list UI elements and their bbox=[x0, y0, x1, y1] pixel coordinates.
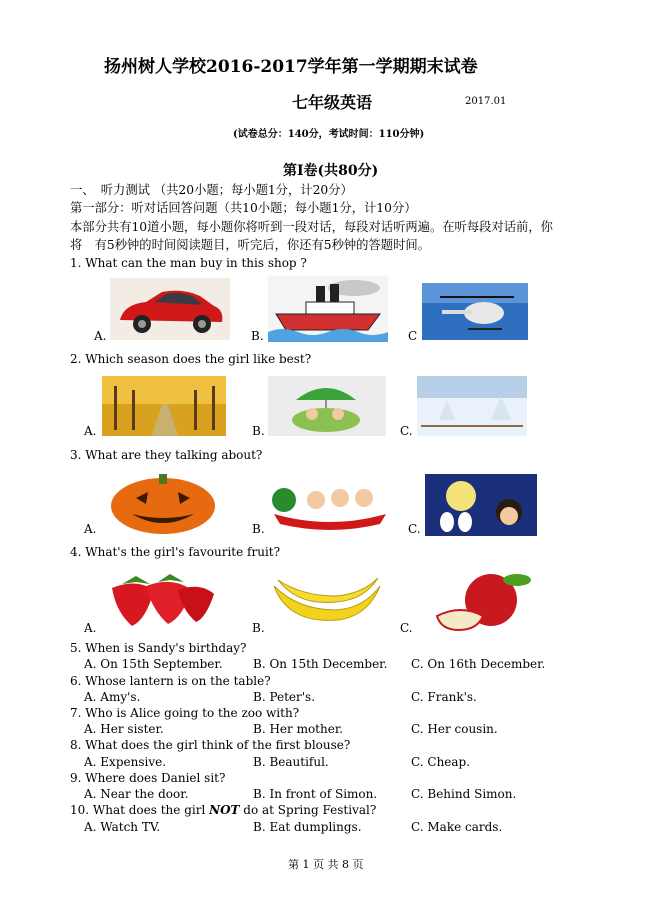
q7-option-a: A. Her sister. bbox=[84, 722, 164, 736]
autumn-trees-image bbox=[102, 376, 226, 436]
q4-label-c: C. bbox=[400, 621, 413, 635]
question-1: 1. What can the man buy in this shop ? bbox=[70, 256, 307, 270]
q1-label-b: B. bbox=[251, 329, 264, 343]
question-7: 7. Who is Alice going to the zoo with? bbox=[70, 706, 300, 720]
q7-option-c: C. Her cousin. bbox=[411, 722, 498, 736]
page-footer: 第 1 页 共 8 页 bbox=[288, 858, 364, 871]
instructions-line-2: 将 有5秒钟的时间阅读题目，听完后，你还有5秒钟的答题时间。 bbox=[70, 238, 430, 252]
instructions-line-1: 本部分共有10道小题，每小题你将听到一段对话，每段对话听两遍。在听每段对话前，你 bbox=[70, 220, 553, 234]
question-5: 5. When is Sandy's birthday? bbox=[70, 641, 247, 655]
ship-image bbox=[268, 276, 388, 342]
strawberries-image bbox=[102, 568, 220, 632]
q4-label-b: B. bbox=[252, 621, 265, 635]
exam-info: (试卷总分：140分，考试时间：110分钟) bbox=[233, 129, 425, 140]
question-10 bbox=[70, 803, 376, 817]
part-heading: 第Ⅰ卷(共80分) bbox=[283, 163, 379, 179]
section-heading: 一、 听力测试 （共20小题；每小题1分，计20分） bbox=[70, 183, 353, 197]
q6-option-a: A. Amy's. bbox=[84, 690, 141, 704]
q8-option-a: A. Expensive. bbox=[84, 755, 167, 769]
rain-umbrella-image bbox=[268, 376, 386, 436]
bananas-image bbox=[268, 572, 386, 630]
q10-option-a: A. Watch TV. bbox=[84, 820, 161, 834]
q8-option-b: B. Beautiful. bbox=[253, 755, 329, 769]
q3-label-c: C. bbox=[408, 522, 421, 536]
q9-option-a: A. Near the door. bbox=[84, 787, 189, 801]
q3-label-a: A. bbox=[84, 522, 97, 536]
q9-option-b: B. In front of Simon. bbox=[253, 787, 378, 801]
q1-label-a: A. bbox=[94, 329, 107, 343]
q7-option-b: B. Her mother. bbox=[253, 722, 344, 736]
question-8: 8. What does the girl think of the first blouse? bbox=[70, 738, 351, 752]
q10-option-c: C. Make cards. bbox=[411, 820, 503, 834]
q10-option-b: B. Eat dumplings. bbox=[253, 820, 362, 834]
question-4: 4. What's the girl's favourite fruit? bbox=[70, 545, 281, 559]
question-10-post: do at Spring Festival? bbox=[239, 803, 377, 817]
question-10-pre: 10. What does the girl bbox=[70, 803, 210, 817]
apples-image bbox=[417, 570, 541, 632]
q5-option-c: C. On 16th December. bbox=[411, 657, 546, 671]
q1-label-c: C bbox=[408, 329, 418, 343]
dragon-boat-image bbox=[268, 476, 392, 536]
q8-option-c: C. Cheap. bbox=[411, 755, 471, 769]
question-3: 3. What are they talking about? bbox=[70, 448, 263, 462]
exam-date: 2017.01 bbox=[465, 96, 507, 107]
winter-snow-image bbox=[417, 376, 527, 436]
q2-label-a: A. bbox=[84, 424, 97, 438]
pumpkin-image bbox=[102, 470, 224, 536]
q2-label-b: B. bbox=[252, 424, 265, 438]
q3-label-b: B. bbox=[252, 522, 265, 536]
q4-label-a: A. bbox=[84, 621, 97, 635]
section-subheading: 第一部分：听对话回答问题（共10小题；每小题1分，计10分） bbox=[70, 201, 417, 215]
q6-option-b: B. Peter's. bbox=[253, 690, 316, 704]
q9-option-c: C. Behind Simon. bbox=[411, 787, 517, 801]
exam-subject: 七年级英语 bbox=[292, 93, 373, 112]
exam-title: 扬州树人学校2016-2017学年第一学期期末试卷 bbox=[104, 57, 478, 77]
question-6: 6. Whose lantern is on the table? bbox=[70, 674, 271, 688]
moon-festival-image bbox=[425, 474, 537, 536]
q2-label-c: C. bbox=[400, 424, 413, 438]
question-10-emphasis: NOT bbox=[209, 803, 240, 817]
question-2: 2. Which season does the girl like best? bbox=[70, 352, 312, 366]
helicopter-image bbox=[422, 283, 528, 340]
q5-option-a: A. On 15th September. bbox=[84, 657, 223, 671]
toy-car-image bbox=[110, 278, 230, 340]
question-9: 9. Where does Daniel sit? bbox=[70, 771, 226, 785]
q5-option-b: B. On 15th December. bbox=[253, 657, 388, 671]
q6-option-c: C. Frank's. bbox=[411, 690, 477, 704]
